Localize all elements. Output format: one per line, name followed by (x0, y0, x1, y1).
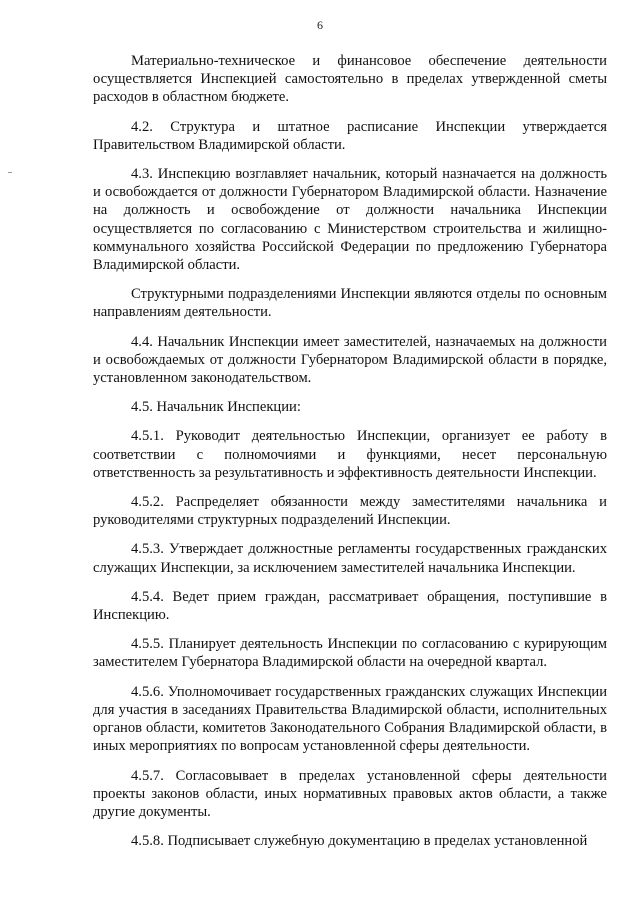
paragraph-4-5-8: 4.5.8. Подписывает служебную документацию в пределах установленной (131, 833, 588, 850)
paragraph-4-5-5: 4.5.5. Планирует деятельность Инспекции по согласованию с курирующим заместителем Губернатора Владимирской области на очередной квартал. (93, 636, 607, 671)
paragraph-funding: Материально-техническое и финансовое обеспечение деятельности осуществляется Инспекцией самостоятельно в пределах утвержденной сметы расходов в областном бюджете. (93, 53, 607, 106)
paragraph-4-4: 4.4. Начальник Инспекции имеет заместителей, назначаемых на должности и освобождаемых от должности Губернатором Владимирской области в порядке, установленном законодательством. (93, 333, 607, 387)
paragraph-4-5: 4.5. Начальник Инспекции: (131, 399, 301, 416)
paragraph-4-5-2: 4.5.2. Распределяет обязанности между заместителями начальника и руководителями структурных подразделений Инспекции. (93, 494, 607, 529)
document-body (93, 52, 607, 861)
paragraph-4-5-4: 4.5.4. Ведет прием граждан, рассматривает обращения, поступившие в Инспекцию. (93, 588, 607, 624)
paragraph-4-5-6: 4.5.6. Уполномочивает государственных гражданских служащих Инспекции для участия в заседаниях Правительства Владимирской области, исполнительных органов области, комитетов Законодательного Собрания Владимирской области, в иных мероприятиях по вопросам установленной сферы деятельности. (93, 683, 607, 755)
margin-mark (8, 172, 12, 173)
paragraph-4-2: 4.2. Структура и штатное расписание Инспекции утверждается Правительством Владимирской области. (93, 118, 607, 153)
paragraph-4-5-7: 4.5.7. Согласовывает в пределах установленной сферы деятельности проекты законов области, иных нормативных правовых актов области, а также другие документы. (93, 767, 607, 820)
page-number: 6 (317, 18, 323, 32)
paragraph-4-5-1: 4.5.1. Руководит деятельностью Инспекции, организует ее работу в соответствии с полномочиями и функциями, несет персональную ответственность за результативность и эффективность деятельности Инспекции. (93, 428, 607, 481)
paragraph-structural-units: Структурными подразделениями Инспекции являются отделы по основным направлениям деятельности. (93, 286, 607, 321)
paragraph-4-5-3: 4.5.3. Утверждает должностные регламенты государственных гражданских служащих Инспекции, за исключением заместителей начальника Инспекции. (93, 541, 607, 576)
paragraph-4-3: 4.3. Инспекцию возглавляет начальник, который назначается на должность и освобождается от должности Губернатором Владимирской области. Назначение на должность и освобождение от должности начальника Инспекции осуществляется по согласованию с Министерством строительства и жилищно-коммунального хозяйства Российской Федерации по предложению Губернатора Владимирской области. (93, 166, 607, 274)
